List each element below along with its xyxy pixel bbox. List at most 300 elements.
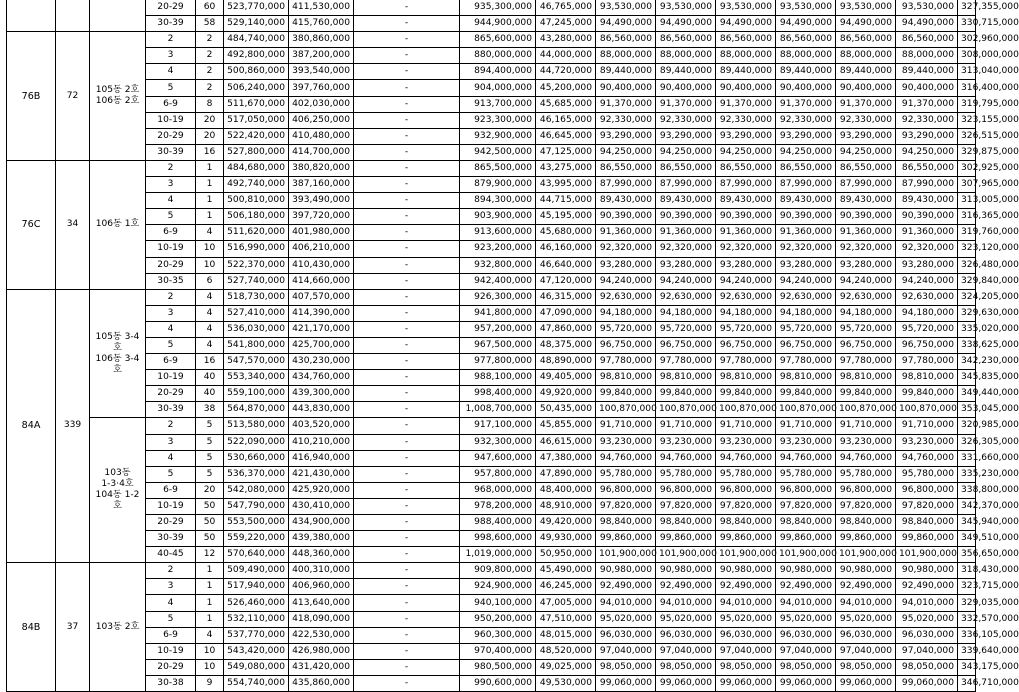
floor-cell: 3 bbox=[146, 177, 196, 193]
contract-deposit-cell: 47,245,000 bbox=[536, 16, 596, 32]
interim-1-cell: 92,330,000 bbox=[596, 112, 656, 128]
land-price-cell: 530,660,000 bbox=[224, 450, 289, 466]
table-row bbox=[7, 80, 976, 96]
vat-cell: - bbox=[354, 273, 460, 289]
interim-2-cell: 94,250,000 bbox=[656, 144, 716, 160]
balance-cell: 336,105,000 bbox=[958, 627, 976, 643]
interim-1-cell: 89,430,000 bbox=[596, 193, 656, 209]
unit-count-cell: 50 bbox=[196, 515, 224, 531]
interim-4-cell: 92,490,000 bbox=[776, 579, 836, 595]
balance-cell: 302,960,000 bbox=[958, 32, 976, 48]
land-price-cell: 511,620,000 bbox=[224, 225, 289, 241]
interim-3-cell: 94,250,000 bbox=[716, 144, 776, 160]
land-price-cell: 517,940,000 bbox=[224, 579, 289, 595]
interim-5-cell: 94,760,000 bbox=[836, 450, 896, 466]
unit-count-cell: 50 bbox=[196, 498, 224, 514]
interim-6-cell: 92,330,000 bbox=[896, 112, 958, 128]
land-price-cell: 517,050,000 bbox=[224, 112, 289, 128]
balance-cell: 323,715,000 bbox=[958, 579, 976, 595]
interim-6-cell: 92,320,000 bbox=[896, 241, 958, 257]
floor-cell: 6-9 bbox=[146, 354, 196, 370]
interim-2-cell: 91,710,000 bbox=[656, 418, 716, 434]
floor-cell: 20-29 bbox=[146, 128, 196, 144]
contract-deposit-cell: 46,765,000 bbox=[536, 0, 596, 16]
table-row bbox=[7, 643, 976, 659]
interim-1-cell: 94,760,000 bbox=[596, 450, 656, 466]
total-price-cell: 924,900,000 bbox=[460, 579, 536, 595]
interim-6-cell: 86,560,000 bbox=[896, 32, 958, 48]
interim-3-cell: 95,020,000 bbox=[716, 611, 776, 627]
contract-deposit-cell: 48,375,000 bbox=[536, 337, 596, 353]
unit-count-cell: 20 bbox=[196, 482, 224, 498]
interim-5-cell: 92,330,000 bbox=[836, 112, 896, 128]
interim-5-cell: 88,000,000 bbox=[836, 48, 896, 64]
interim-3-cell: 92,330,000 bbox=[716, 112, 776, 128]
interim-3-cell: 97,780,000 bbox=[716, 354, 776, 370]
interim-1-cell: 98,050,000 bbox=[596, 659, 656, 675]
contract-deposit-cell: 47,380,000 bbox=[536, 450, 596, 466]
unit-count-cell: 9 bbox=[196, 675, 224, 691]
interim-3-cell: 98,050,000 bbox=[716, 659, 776, 675]
building-price-cell: 418,090,000 bbox=[289, 611, 354, 627]
interim-3-cell: 96,030,000 bbox=[716, 627, 776, 643]
interim-6-cell: 92,630,000 bbox=[896, 289, 958, 305]
total-price-cell: 967,500,000 bbox=[460, 337, 536, 353]
total-price-cell: 1,008,700,000 bbox=[460, 402, 536, 418]
price-table-body bbox=[7, 0, 1019, 692]
floor-cell: 10-19 bbox=[146, 370, 196, 386]
land-price-cell: 484,740,000 bbox=[224, 32, 289, 48]
interim-5-cell: 98,050,000 bbox=[836, 659, 896, 675]
floor-cell: 30-38 bbox=[146, 675, 196, 691]
vat-cell: - bbox=[354, 402, 460, 418]
vat-cell: - bbox=[354, 354, 460, 370]
interim-3-cell: 86,550,000 bbox=[716, 160, 776, 176]
interim-5-cell: 90,390,000 bbox=[836, 209, 896, 225]
interim-2-cell: 87,990,000 bbox=[656, 177, 716, 193]
building-price-cell: 410,480,000 bbox=[289, 128, 354, 144]
contract-deposit-cell: 44,715,000 bbox=[536, 193, 596, 209]
interim-5-cell: 93,290,000 bbox=[836, 128, 896, 144]
interim-5-cell: 91,370,000 bbox=[836, 96, 896, 112]
land-price-cell: 523,770,000 bbox=[224, 0, 289, 16]
interim-5-cell: 95,720,000 bbox=[836, 321, 896, 337]
contract-deposit-cell: 45,680,000 bbox=[536, 225, 596, 241]
total-price-cell: 957,800,000 bbox=[460, 466, 536, 482]
interim-2-cell: 89,440,000 bbox=[656, 64, 716, 80]
table-row bbox=[7, 659, 976, 675]
balance-cell: 331,660,000 bbox=[958, 450, 976, 466]
interim-1-cell: 93,290,000 bbox=[596, 128, 656, 144]
interim-3-cell: 96,750,000 bbox=[716, 337, 776, 353]
unit-count-cell: 2 bbox=[196, 64, 224, 80]
unit-count-cell: 8 bbox=[196, 96, 224, 112]
interim-6-cell: 90,980,000 bbox=[896, 563, 958, 579]
interim-1-cell: 90,400,000 bbox=[596, 80, 656, 96]
vat-cell: - bbox=[354, 209, 460, 225]
total-price-cell: 968,000,000 bbox=[460, 482, 536, 498]
unit-count-cell: 10 bbox=[196, 241, 224, 257]
contract-deposit-cell: 49,420,000 bbox=[536, 515, 596, 531]
building-price-cell: 439,380,000 bbox=[289, 531, 354, 547]
household-count-cell: 34 bbox=[56, 160, 90, 289]
interim-1-cell: 90,980,000 bbox=[596, 563, 656, 579]
table-row bbox=[7, 64, 976, 80]
interim-1-cell: 97,040,000 bbox=[596, 643, 656, 659]
contract-deposit-cell: 49,920,000 bbox=[536, 386, 596, 402]
balance-cell: 313,005,000 bbox=[958, 193, 976, 209]
interim-6-cell: 94,760,000 bbox=[896, 450, 958, 466]
land-price-cell: 509,490,000 bbox=[224, 563, 289, 579]
interim-1-cell: 96,030,000 bbox=[596, 627, 656, 643]
table-row bbox=[7, 96, 976, 112]
interim-6-cell: 95,020,000 bbox=[896, 611, 958, 627]
vat-cell: - bbox=[354, 515, 460, 531]
building-price-cell: 430,230,000 bbox=[289, 354, 354, 370]
unit-count-cell: 4 bbox=[196, 627, 224, 643]
vat-cell: - bbox=[354, 80, 460, 96]
vat-cell: - bbox=[354, 659, 460, 675]
table-row bbox=[7, 32, 976, 48]
interim-3-cell: 86,560,000 bbox=[716, 32, 776, 48]
dong-unit-cell: 103동 1-3·4호 104동 1-2호 bbox=[90, 418, 146, 563]
land-price-cell: 522,370,000 bbox=[224, 257, 289, 273]
balance-cell: 338,625,000 bbox=[958, 337, 976, 353]
interim-1-cell: 94,490,000 bbox=[596, 16, 656, 32]
floor-cell: 4 bbox=[146, 193, 196, 209]
table-row bbox=[7, 386, 976, 402]
land-price-cell: 522,420,000 bbox=[224, 128, 289, 144]
building-price-cell: 387,200,000 bbox=[289, 48, 354, 64]
building-price-cell: 414,700,000 bbox=[289, 144, 354, 160]
land-price-cell: 511,670,000 bbox=[224, 96, 289, 112]
vat-cell: - bbox=[354, 160, 460, 176]
vat-cell: - bbox=[354, 177, 460, 193]
balance-cell: 318,430,000 bbox=[958, 563, 976, 579]
interim-3-cell: 98,840,000 bbox=[716, 515, 776, 531]
building-price-cell: 393,540,000 bbox=[289, 64, 354, 80]
interim-2-cell: 98,810,000 bbox=[656, 370, 716, 386]
vat-cell: - bbox=[354, 289, 460, 305]
table-row bbox=[7, 434, 976, 450]
floor-cell: 20-29 bbox=[146, 257, 196, 273]
building-price-cell: 387,160,000 bbox=[289, 177, 354, 193]
building-price-cell: 430,410,000 bbox=[289, 498, 354, 514]
table-row bbox=[7, 193, 976, 209]
total-price-cell: 940,100,000 bbox=[460, 595, 536, 611]
interim-2-cell: 88,000,000 bbox=[656, 48, 716, 64]
interim-6-cell: 98,810,000 bbox=[896, 370, 958, 386]
balance-cell: 335,020,000 bbox=[958, 321, 976, 337]
interim-2-cell: 95,020,000 bbox=[656, 611, 716, 627]
contract-deposit-cell: 46,160,000 bbox=[536, 241, 596, 257]
balance-cell: 326,480,000 bbox=[958, 257, 976, 273]
interim-1-cell: 99,060,000 bbox=[596, 675, 656, 691]
interim-3-cell: 90,980,000 bbox=[716, 563, 776, 579]
land-price-cell: 543,420,000 bbox=[224, 643, 289, 659]
interim-6-cell: 91,370,000 bbox=[896, 96, 958, 112]
balance-cell: 307,965,000 bbox=[958, 177, 976, 193]
dong-unit-cell: 105동 2호 106동 2호 bbox=[90, 32, 146, 161]
interim-1-cell: 92,630,000 bbox=[596, 289, 656, 305]
balance-cell: 345,940,000 bbox=[958, 515, 976, 531]
interim-2-cell: 94,490,000 bbox=[656, 16, 716, 32]
land-price-cell: 522,090,000 bbox=[224, 434, 289, 450]
total-price-cell: 957,200,000 bbox=[460, 321, 536, 337]
interim-5-cell: 90,400,000 bbox=[836, 80, 896, 96]
interim-6-cell: 93,530,000 bbox=[896, 0, 958, 16]
interim-4-cell: 93,290,000 bbox=[776, 128, 836, 144]
dong-unit-cell: 106동 1호 bbox=[90, 160, 146, 289]
interim-5-cell: 90,980,000 bbox=[836, 563, 896, 579]
interim-5-cell: 96,750,000 bbox=[836, 337, 896, 353]
interim-1-cell: 100,870,000 bbox=[596, 402, 656, 418]
floor-cell: 3 bbox=[146, 305, 196, 321]
unit-count-cell: 40 bbox=[196, 386, 224, 402]
interim-6-cell: 94,010,000 bbox=[896, 595, 958, 611]
interim-1-cell: 93,280,000 bbox=[596, 257, 656, 273]
contract-deposit-cell: 50,435,000 bbox=[536, 402, 596, 418]
land-price-cell: 506,240,000 bbox=[224, 80, 289, 96]
table-row bbox=[7, 418, 976, 434]
total-price-cell: 880,000,000 bbox=[460, 48, 536, 64]
interim-3-cell: 87,990,000 bbox=[716, 177, 776, 193]
total-price-cell: 932,800,000 bbox=[460, 257, 536, 273]
household-count-cell: 72 bbox=[56, 32, 90, 161]
unit-count-cell: 60 bbox=[196, 0, 224, 16]
vat-cell: - bbox=[354, 16, 460, 32]
total-price-cell: 1,019,000,000 bbox=[460, 547, 536, 563]
balance-cell: 324,205,000 bbox=[958, 289, 976, 305]
table-row bbox=[7, 563, 976, 579]
floor-cell: 4 bbox=[146, 64, 196, 80]
unit-count-cell: 1 bbox=[196, 563, 224, 579]
balance-cell: 356,650,000 bbox=[958, 547, 976, 563]
contract-deposit-cell: 47,125,000 bbox=[536, 144, 596, 160]
interim-4-cell: 96,750,000 bbox=[776, 337, 836, 353]
land-price-cell: 554,740,000 bbox=[224, 675, 289, 691]
floor-cell: 2 bbox=[146, 563, 196, 579]
unit-count-cell: 20 bbox=[196, 112, 224, 128]
land-price-cell: 518,730,000 bbox=[224, 289, 289, 305]
contract-deposit-cell: 49,405,000 bbox=[536, 370, 596, 386]
contract-deposit-cell: 46,165,000 bbox=[536, 112, 596, 128]
interim-6-cell: 95,720,000 bbox=[896, 321, 958, 337]
building-price-cell: 406,210,000 bbox=[289, 241, 354, 257]
vat-cell: - bbox=[354, 627, 460, 643]
type-cell bbox=[7, 0, 56, 32]
building-price-cell: 411,530,000 bbox=[289, 0, 354, 16]
table-row bbox=[7, 611, 976, 627]
interim-4-cell: 97,780,000 bbox=[776, 354, 836, 370]
type-cell: 76C bbox=[7, 160, 56, 289]
land-price-cell: 500,810,000 bbox=[224, 193, 289, 209]
interim-2-cell: 86,550,000 bbox=[656, 160, 716, 176]
interim-3-cell: 95,720,000 bbox=[716, 321, 776, 337]
vat-cell: - bbox=[354, 337, 460, 353]
interim-4-cell: 92,330,000 bbox=[776, 112, 836, 128]
interim-2-cell: 92,330,000 bbox=[656, 112, 716, 128]
interim-3-cell: 93,290,000 bbox=[716, 128, 776, 144]
interim-1-cell: 96,800,000 bbox=[596, 482, 656, 498]
building-price-cell: 415,760,000 bbox=[289, 16, 354, 32]
interim-5-cell: 93,230,000 bbox=[836, 434, 896, 450]
floor-cell: 30-35 bbox=[146, 273, 196, 289]
table-row bbox=[7, 0, 976, 16]
interim-1-cell: 94,250,000 bbox=[596, 144, 656, 160]
interim-4-cell: 95,720,000 bbox=[776, 321, 836, 337]
balance-cell: 327,355,000 bbox=[958, 0, 976, 16]
building-price-cell: 416,940,000 bbox=[289, 450, 354, 466]
interim-6-cell: 93,230,000 bbox=[896, 434, 958, 450]
land-price-cell: 492,740,000 bbox=[224, 177, 289, 193]
interim-2-cell: 99,860,000 bbox=[656, 531, 716, 547]
land-price-cell: 553,340,000 bbox=[224, 370, 289, 386]
unit-count-cell: 20 bbox=[196, 128, 224, 144]
total-price-cell: 950,200,000 bbox=[460, 611, 536, 627]
interim-6-cell: 94,240,000 bbox=[896, 273, 958, 289]
floor-cell: 10-19 bbox=[146, 241, 196, 257]
interim-4-cell: 86,560,000 bbox=[776, 32, 836, 48]
interim-5-cell: 97,820,000 bbox=[836, 498, 896, 514]
interim-6-cell: 98,840,000 bbox=[896, 515, 958, 531]
floor-cell: 4 bbox=[146, 321, 196, 337]
floor-cell: 10-19 bbox=[146, 643, 196, 659]
table-row bbox=[7, 402, 976, 418]
contract-deposit-cell: 45,855,000 bbox=[536, 418, 596, 434]
vat-cell: - bbox=[354, 466, 460, 482]
interim-1-cell: 86,560,000 bbox=[596, 32, 656, 48]
interim-2-cell: 90,400,000 bbox=[656, 80, 716, 96]
interim-5-cell: 94,240,000 bbox=[836, 273, 896, 289]
land-price-cell: 559,220,000 bbox=[224, 531, 289, 547]
balance-cell: 323,120,000 bbox=[958, 241, 976, 257]
interim-1-cell: 99,860,000 bbox=[596, 531, 656, 547]
land-price-cell: 529,140,000 bbox=[224, 16, 289, 32]
table-row bbox=[7, 128, 976, 144]
unit-count-cell: 1 bbox=[196, 595, 224, 611]
interim-2-cell: 92,490,000 bbox=[656, 579, 716, 595]
land-price-cell: 492,800,000 bbox=[224, 48, 289, 64]
unit-count-cell: 1 bbox=[196, 160, 224, 176]
floor-cell: 6-9 bbox=[146, 482, 196, 498]
unit-count-cell: 1 bbox=[196, 177, 224, 193]
table-row bbox=[7, 450, 976, 466]
interim-3-cell: 94,010,000 bbox=[716, 595, 776, 611]
building-price-cell: 443,830,000 bbox=[289, 402, 354, 418]
interim-4-cell: 95,780,000 bbox=[776, 466, 836, 482]
interim-6-cell: 87,990,000 bbox=[896, 177, 958, 193]
contract-deposit-cell: 49,530,000 bbox=[536, 675, 596, 691]
household-count-cell: 339 bbox=[56, 289, 90, 563]
interim-4-cell: 90,390,000 bbox=[776, 209, 836, 225]
total-price-cell: 944,900,000 bbox=[460, 16, 536, 32]
interim-6-cell: 98,050,000 bbox=[896, 659, 958, 675]
building-price-cell: 406,960,000 bbox=[289, 579, 354, 595]
vat-cell: - bbox=[354, 144, 460, 160]
land-price-cell: 553,500,000 bbox=[224, 515, 289, 531]
interim-5-cell: 92,490,000 bbox=[836, 579, 896, 595]
interim-2-cell: 93,530,000 bbox=[656, 0, 716, 16]
interim-6-cell: 96,030,000 bbox=[896, 627, 958, 643]
vat-cell: - bbox=[354, 193, 460, 209]
interim-3-cell: 92,630,000 bbox=[716, 289, 776, 305]
interim-4-cell: 92,320,000 bbox=[776, 241, 836, 257]
vat-cell: - bbox=[354, 418, 460, 434]
interim-3-cell: 92,320,000 bbox=[716, 241, 776, 257]
floor-cell: 6-9 bbox=[146, 225, 196, 241]
floor-cell: 5 bbox=[146, 209, 196, 225]
interim-5-cell: 96,800,000 bbox=[836, 482, 896, 498]
vat-cell: - bbox=[354, 225, 460, 241]
interim-4-cell: 93,530,000 bbox=[776, 0, 836, 16]
table-row bbox=[7, 547, 976, 563]
contract-deposit-cell: 44,720,000 bbox=[536, 64, 596, 80]
interim-1-cell: 98,810,000 bbox=[596, 370, 656, 386]
interim-1-cell: 92,490,000 bbox=[596, 579, 656, 595]
land-price-cell: 547,570,000 bbox=[224, 354, 289, 370]
land-price-cell: 564,870,000 bbox=[224, 402, 289, 418]
table-row bbox=[7, 675, 976, 691]
interim-6-cell: 95,780,000 bbox=[896, 466, 958, 482]
total-price-cell: 942,500,000 bbox=[460, 144, 536, 160]
interim-2-cell: 89,430,000 bbox=[656, 193, 716, 209]
interim-6-cell: 94,180,000 bbox=[896, 305, 958, 321]
total-price-cell: 988,100,000 bbox=[460, 370, 536, 386]
interim-1-cell: 98,840,000 bbox=[596, 515, 656, 531]
vat-cell: - bbox=[354, 579, 460, 595]
table-row bbox=[7, 321, 976, 337]
interim-5-cell: 99,860,000 bbox=[836, 531, 896, 547]
floor-cell: 40-45 bbox=[146, 547, 196, 563]
interim-5-cell: 97,040,000 bbox=[836, 643, 896, 659]
interim-3-cell: 94,240,000 bbox=[716, 273, 776, 289]
interim-6-cell: 86,550,000 bbox=[896, 160, 958, 176]
interim-2-cell: 94,760,000 bbox=[656, 450, 716, 466]
interim-5-cell: 99,840,000 bbox=[836, 386, 896, 402]
interim-6-cell: 96,800,000 bbox=[896, 482, 958, 498]
interim-2-cell: 94,180,000 bbox=[656, 305, 716, 321]
interim-5-cell: 94,250,000 bbox=[836, 144, 896, 160]
total-price-cell: 932,900,000 bbox=[460, 128, 536, 144]
building-price-cell: 425,920,000 bbox=[289, 482, 354, 498]
interim-1-cell: 89,440,000 bbox=[596, 64, 656, 80]
total-price-cell: 988,400,000 bbox=[460, 515, 536, 531]
interim-2-cell: 99,060,000 bbox=[656, 675, 716, 691]
vat-cell: - bbox=[354, 32, 460, 48]
balance-cell: 338,800,000 bbox=[958, 482, 976, 498]
interim-1-cell: 93,530,000 bbox=[596, 0, 656, 16]
land-price-cell: 542,080,000 bbox=[224, 482, 289, 498]
land-price-cell: 516,990,000 bbox=[224, 241, 289, 257]
interim-5-cell: 87,990,000 bbox=[836, 177, 896, 193]
interim-5-cell: 92,630,000 bbox=[836, 289, 896, 305]
interim-3-cell: 94,180,000 bbox=[716, 305, 776, 321]
interim-5-cell: 93,530,000 bbox=[836, 0, 896, 16]
interim-4-cell: 98,810,000 bbox=[776, 370, 836, 386]
interim-2-cell: 96,030,000 bbox=[656, 627, 716, 643]
contract-deposit-cell: 47,005,000 bbox=[536, 595, 596, 611]
interim-1-cell: 96,750,000 bbox=[596, 337, 656, 353]
interim-6-cell: 94,490,000 bbox=[896, 16, 958, 32]
land-price-cell: 570,640,000 bbox=[224, 547, 289, 563]
dong-unit-cell: 103동 2호 bbox=[90, 563, 146, 692]
total-price-cell: 932,300,000 bbox=[460, 434, 536, 450]
interim-3-cell: 91,360,000 bbox=[716, 225, 776, 241]
table-row bbox=[7, 257, 976, 273]
interim-1-cell: 92,320,000 bbox=[596, 241, 656, 257]
floor-cell: 20-29 bbox=[146, 659, 196, 675]
